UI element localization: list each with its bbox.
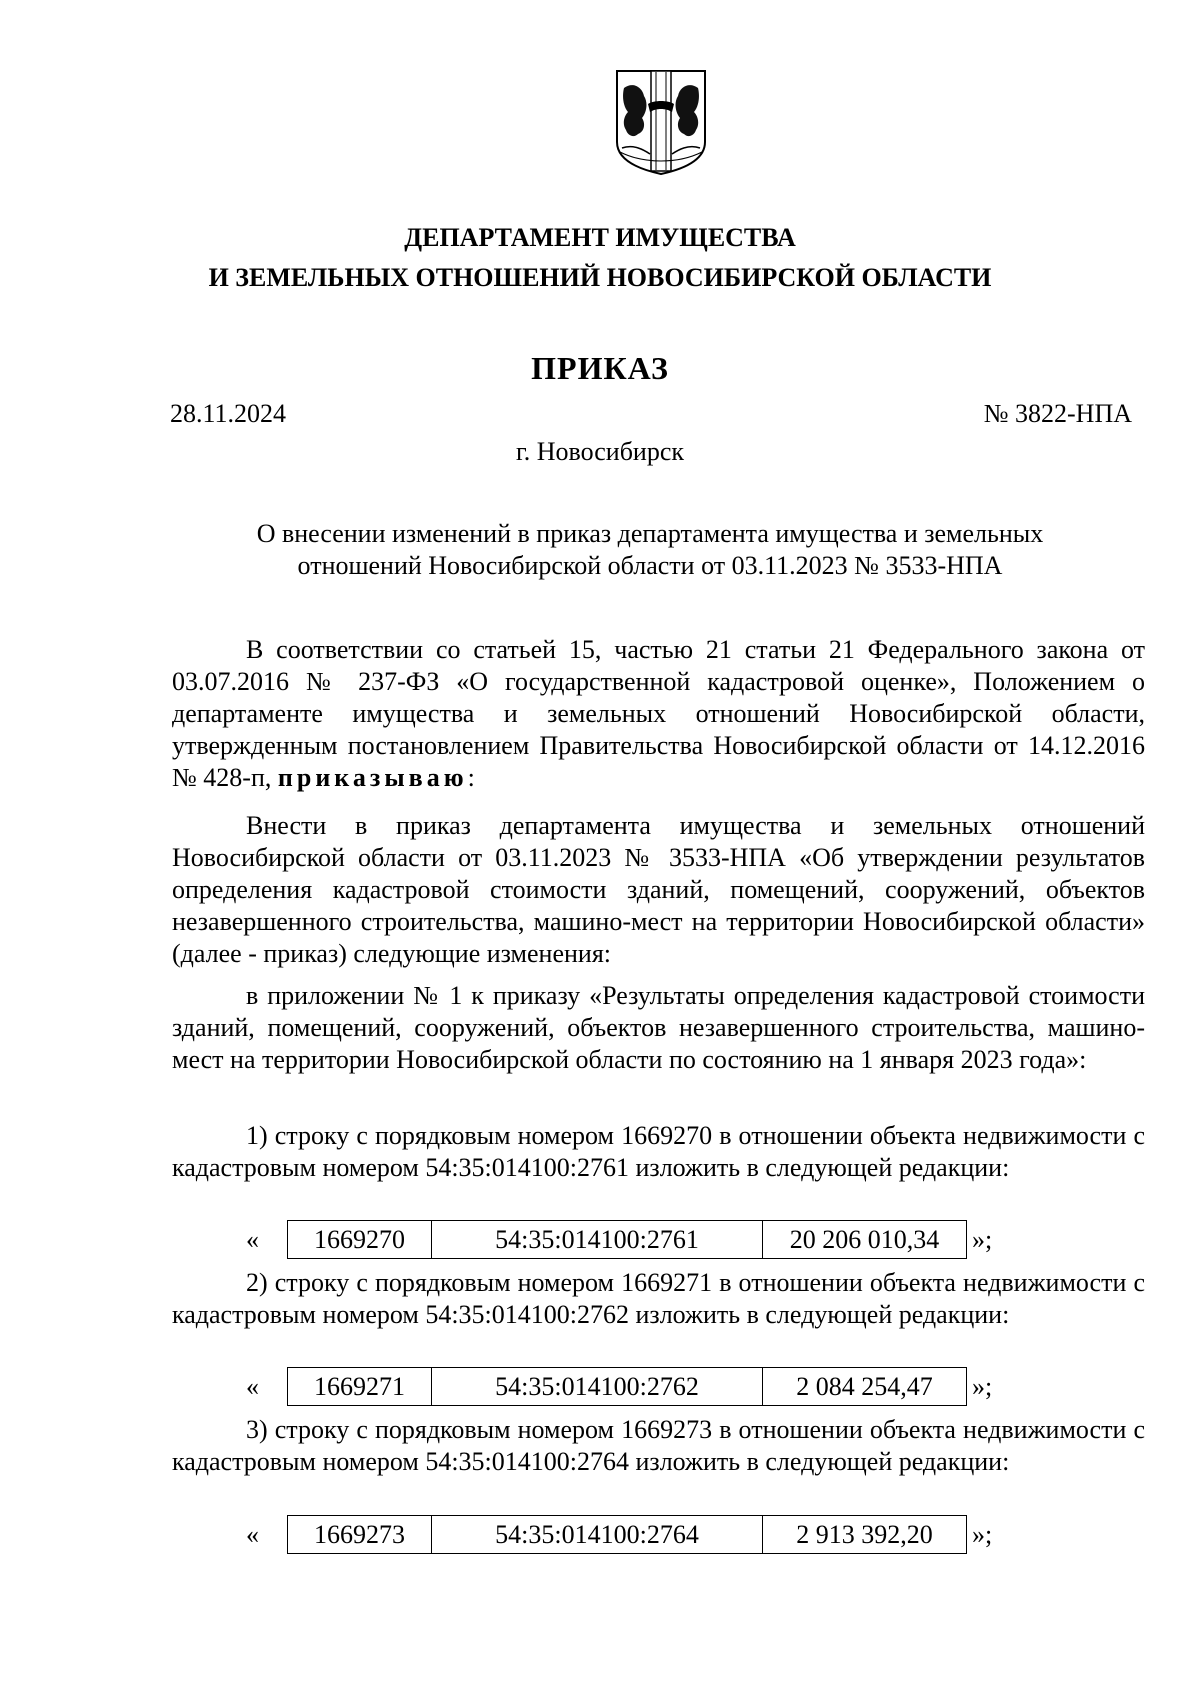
cadastral-value-cell: 20 206 010,34 xyxy=(763,1221,967,1259)
sequence-number-cell: 1669271 xyxy=(288,1368,432,1406)
directive-word: приказываю xyxy=(277,763,468,792)
department-name-line-1: ДЕПАРТАМЕНТ ИМУЩЕСТВА xyxy=(404,223,796,252)
item-1-table xyxy=(287,1220,967,1259)
cadastral-number-cell: 54:35:014100:2764 xyxy=(432,1516,763,1554)
intro-paragraph: Внести в приказ департамента имущества и земельных отношений Новосибирской области от 03.11.2023 № 3533-НПА «Об утверждении результатов определения кадастровой стоимости зданий, помещений, сооружений, объектов незавершенного строительства, машино-мест на территории Новосибирской области» (далее - приказ) следующие изменения: xyxy=(172,811,1145,968)
opening-quote: « xyxy=(246,1225,259,1254)
subject-line-2: отношений Новосибирской области от 03.11.2023 № 3533-НПА xyxy=(297,551,1003,580)
table-row xyxy=(288,1368,967,1406)
closing-quote: »; xyxy=(972,1372,993,1401)
cadastral-value-cell: 2 084 254,47 xyxy=(763,1368,967,1406)
item-3-paragraph: 3) строку с порядковым номером 1669273 в отношении объекта недвижимости с кадастровым номером 54:35:014100:2764 изложить в следующей редакции: xyxy=(172,1415,1145,1476)
document-type-title: ПРИКАЗ xyxy=(531,350,669,386)
cadastral-number-cell: 54:35:014100:2761 xyxy=(432,1221,763,1259)
closing-quote: »; xyxy=(972,1225,993,1254)
table-row xyxy=(288,1221,967,1259)
document-date: 28.11.2024 xyxy=(170,399,287,428)
cadastral-number-cell: 54:35:014100:2762 xyxy=(432,1368,763,1406)
sequence-number-cell: 1669273 xyxy=(288,1516,432,1554)
opening-quote: « xyxy=(246,1372,259,1401)
closing-quote: »; xyxy=(972,1520,993,1549)
table-row xyxy=(288,1516,967,1554)
item-1-table-row xyxy=(246,1220,1026,1260)
cadastral-value-cell: 2 913 392,20 xyxy=(763,1516,967,1554)
document-number: № 3822-НПА xyxy=(983,399,1132,428)
preamble-paragraph xyxy=(172,634,1145,794)
document-subject xyxy=(200,518,1100,582)
item-1-paragraph: 1) строку с порядковым номером 1669270 в отношении объекта недвижимости с кадастровым номером 54:35:014100:2761 изложить в следующей редакции: xyxy=(172,1121,1145,1182)
appendix-paragraph: в приложении № 1 к приказу «Результаты определения кадастровой стоимости зданий, помещений, сооружений, объектов незавершенного строительства, машино-мест на территории Новосибирской области по состоянию на 1 января 2023 года»: xyxy=(172,981,1145,1074)
item-2-table xyxy=(287,1367,967,1406)
opening-quote: « xyxy=(246,1520,259,1549)
item-3-table xyxy=(287,1515,967,1554)
sequence-number-cell: 1669270 xyxy=(288,1221,432,1259)
department-name-line-2: И ЗЕМЕЛЬНЫХ ОТНОШЕНИЙ НОВОСИБИРСКОЙ ОБЛАСТИ xyxy=(208,263,992,292)
novosibirsk-coat-of-arms-icon xyxy=(614,68,708,176)
document-city: г. Новосибирск xyxy=(515,437,685,466)
item-2-paragraph: 2) строку с порядковым номером 1669271 в отношении объекта недвижимости с кадастровым номером 54:35:014100:2762 изложить в следующей редакции: xyxy=(172,1268,1145,1329)
preamble-text: В соответствии со статьей 15, частью 21 статьи 21 Федерального закона от 03.07.2016 № 237-ФЗ «О государственной кадастровой оценке», Положением о департаменте имущества и земельных отношений Новосибирской области, утвержденным постановлением Правительства Новосибирской области от 14.12.2016 № 428-п, xyxy=(172,635,1145,792)
subject-line-1: О внесении изменений в приказ департамента имущества и земельных xyxy=(256,519,1044,548)
directive-colon: : xyxy=(467,763,475,792)
item-2-table-row xyxy=(246,1367,1026,1407)
item-3-table-row xyxy=(246,1515,1026,1555)
